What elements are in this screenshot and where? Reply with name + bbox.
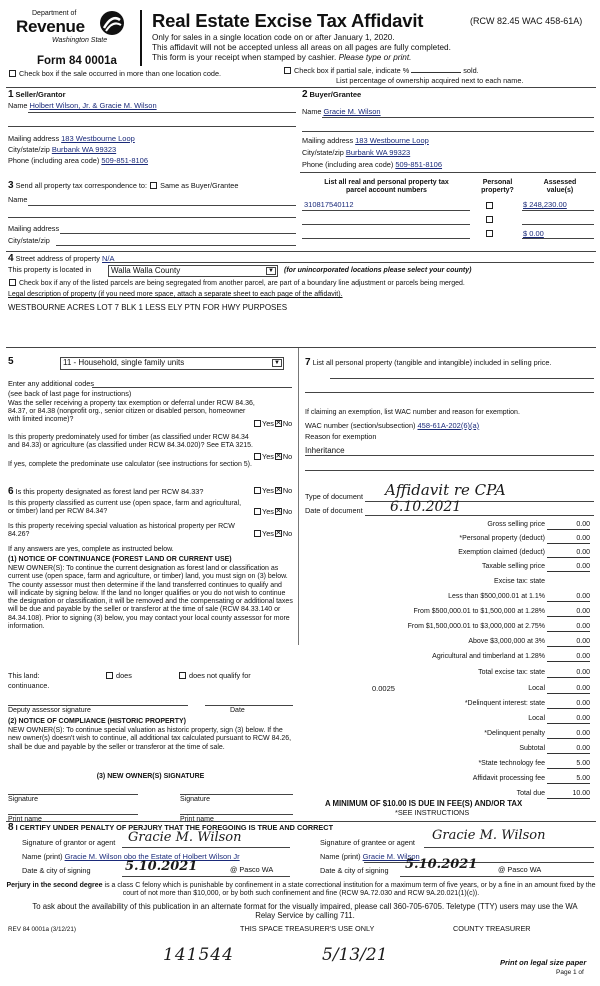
tax-value[interactable]: 0.00 xyxy=(547,638,590,647)
treasurer-use-label: THIS SPACE TREASURER'S USE ONLY xyxy=(240,924,375,933)
tax-value[interactable]: 0.00 xyxy=(547,563,590,572)
does-qualify-checkbox[interactable] xyxy=(106,672,113,679)
owner-signature-label-2: Signature xyxy=(180,796,210,803)
tax-row: Subtotal 0.00 xyxy=(305,745,595,758)
exemption-instructions: If claiming an exemption, list WAC number and reason for exemption. xyxy=(305,409,520,416)
header-note-3b: Please type or print. xyxy=(338,53,412,62)
handwritten-receipt-number: 141544 xyxy=(163,945,234,965)
forest-yes-checkbox[interactable] xyxy=(254,487,261,494)
grantor-date-label: Date & city of signing xyxy=(22,866,91,875)
exemption-question: Was the seller receiving a property tax exemption or deferral under RCW 84.36, 84.37, or 84.38 (nonprofit org., senior citizen or disabled person, homeowner with limited income)? xyxy=(8,400,255,424)
located-in-label: This property is located in xyxy=(8,265,92,274)
tax-row: Local 0.00 xyxy=(305,715,595,728)
sec2-number: 2 xyxy=(302,89,308,100)
partial-percent-field[interactable] xyxy=(411,72,461,73)
dor-logo-icon xyxy=(98,10,126,36)
owner-signature-label-1: Signature xyxy=(8,796,38,803)
sec8-number: 8 xyxy=(8,822,14,833)
tax-value[interactable]: 0.00 xyxy=(547,653,590,662)
historic-yes-label: Yes xyxy=(262,529,274,538)
parcel-col-header: List all real and personal property tax xyxy=(324,179,449,186)
reason-field[interactable]: Inheritance xyxy=(305,446,345,455)
historic-question: Is this property receiving special valuation as historical property per RCW 84.26? xyxy=(8,523,235,539)
same-as-buyer-label: Same as Buyer/Grantee xyxy=(160,181,239,190)
assessed-col-header-2: value(s) xyxy=(546,187,574,195)
sec4-number: 4 xyxy=(8,253,14,264)
unincorporated-note: (for unincorporated locations please select your county) xyxy=(284,267,472,274)
assessed-value-2[interactable]: $ 0.00 xyxy=(523,229,544,238)
see-instructions-note: *SEE INSTRUCTIONS xyxy=(395,808,470,817)
tax-value[interactable]: 5.00 xyxy=(547,775,590,784)
sec3-mail-label: Mailing address xyxy=(8,224,60,233)
tax-row: Exemption claimed (deduct) 0.00 xyxy=(305,549,595,562)
tax-value[interactable]: 0.00 xyxy=(547,521,590,530)
street-address-label: Street address of property xyxy=(15,254,100,263)
continuance-label: continuance. xyxy=(8,681,50,690)
county-treasurer-label: COUNTY TREASURER xyxy=(453,924,531,933)
forest-no-label: No xyxy=(282,486,293,495)
forest-question: Is this property designated as forest land per RCW 84.33? xyxy=(15,487,204,496)
grantee-date-field[interactable]: 5.10.2021 xyxy=(405,857,478,872)
legal-description-value: WESTBOURNE ACRES LOT 7 BLK 1 LESS ELY PTN FOR HWY PURPOSES xyxy=(8,303,288,312)
sec3-city-label: City/state/zip xyxy=(8,236,50,245)
sec6-number: 6 xyxy=(8,486,14,497)
tax-value[interactable]: 0.00 xyxy=(547,715,590,724)
page-title: Real Estate Excise Tax Affidavit xyxy=(152,10,424,31)
assessed-value-1[interactable]: $ 248,230.00 xyxy=(523,200,567,209)
current-use-yes-label: Yes xyxy=(262,507,274,516)
multi-location-label: Check box if the sale occurred in more than one location code. xyxy=(19,69,222,78)
seller-mail-label: Mailing address xyxy=(8,134,60,143)
tax-value[interactable]: 10.00 xyxy=(547,790,590,799)
tax-value[interactable]: 0.00 xyxy=(547,700,590,709)
tax-row: Total due 10.00 xyxy=(305,790,595,803)
sec7-number: 7 xyxy=(305,357,311,368)
buyer-mail-field[interactable]: 183 Westbourne Loop xyxy=(355,136,429,145)
sec5-number: 5 xyxy=(8,356,14,367)
seller-phone-field[interactable]: 509-851-8106 xyxy=(101,156,149,165)
street-address-field[interactable]: N/A xyxy=(102,254,115,263)
buyer-phone-label: Phone (including area code) xyxy=(302,160,394,169)
doc-date-label: Date of document xyxy=(305,506,363,515)
segregate-checkbox[interactable] xyxy=(9,279,16,286)
grantor-name-label: Name (print) xyxy=(22,852,63,861)
tax-value[interactable]: 0.00 xyxy=(547,608,590,617)
buyer-name-field[interactable]: Gracie M. Wilson xyxy=(323,107,381,116)
perjury-label: Perjury in the second degree xyxy=(6,882,103,889)
tax-value[interactable]: 0.00 xyxy=(547,669,590,678)
buyer-city-label: City/state/zip xyxy=(302,148,344,157)
header-note-1: Only for sales in a single location code on or after January 1, 2020. xyxy=(152,33,395,42)
q1-yes-label: Yes xyxy=(262,419,274,428)
partial-sold-label: sold. xyxy=(463,66,479,75)
deputy-assessor-label: Deputy assessor signature xyxy=(8,707,91,714)
wac-label: WAC number (section/subsection) xyxy=(305,421,416,430)
tax-row: Total excise tax: state 0.00 xyxy=(305,669,595,682)
tax-value[interactable]: 0.00 xyxy=(547,745,590,754)
land-use-select[interactable] xyxy=(60,357,284,370)
assessed-col-header: Assessed xyxy=(543,179,577,186)
forest-yes-label: Yes xyxy=(262,486,274,495)
notice-compliance-title: (2) NOTICE OF COMPLIANCE (HISTORIC PROPERTY) xyxy=(8,718,186,725)
q1-no-checkbox[interactable] xyxy=(275,420,282,427)
historic-yes-checkbox[interactable] xyxy=(254,530,261,537)
current-use-question: Is this property classified as current use (open space, farm and agricultural, or timber) land per RCW 84.34? xyxy=(8,500,242,516)
notice-compliance-body: NEW OWNER(S): To continue special valuation as historic property, sign (3) below. If the new owner(s) doesn't wish to continue, all additional tax calculated pursuant to RCW 84.26, shall be due and payable by the seller or transferor at the time of sale. xyxy=(8,727,292,751)
partial-sale-label: Check box if partial sale, indicate % xyxy=(294,66,410,75)
current-use-yes-checkbox[interactable] xyxy=(254,508,261,515)
tax-row: Affidavit processing fee 5.00 xyxy=(305,775,595,788)
historic-no-checkbox[interactable] xyxy=(275,530,282,537)
tax-row: *Personal property (deduct) 0.00 xyxy=(305,535,595,548)
personal-property-checkbox-1[interactable] xyxy=(486,202,493,209)
owner-print-name-label-2: Print name xyxy=(180,816,214,823)
certify-statement: I CERTIFY UNDER PENALTY OF PERJURY THAT THE FOREGOING IS TRUE AND CORRECT xyxy=(15,823,334,832)
additional-codes-note: (see back of last page for instructions) xyxy=(8,389,132,398)
tax-row: *State technology fee 5.00 xyxy=(305,760,595,773)
local-rate: 0.0025 xyxy=(372,684,395,693)
new-owner-signature-title: (3) NEW OWNER(S) SIGNATURE xyxy=(96,773,205,780)
wac-field[interactable]: 458-61A-202(6)(a) xyxy=(417,421,480,430)
sec1-number: 1 xyxy=(8,89,14,100)
same-as-buyer-checkbox[interactable] xyxy=(150,182,157,189)
handwritten-date: 5/13/21 xyxy=(322,945,388,965)
q2-yes-label: Yes xyxy=(262,452,274,461)
legal-description-field[interactable] xyxy=(6,300,596,345)
tax-row: Excise tax: state xyxy=(494,578,545,585)
seller-phone-label: Phone (including area code) xyxy=(8,156,100,165)
historic-no-label: No xyxy=(282,529,293,538)
doc-type-field[interactable]: Affidavit re CPA xyxy=(385,481,506,499)
sec1-title: Seller/Grantor xyxy=(15,90,66,99)
legal-size-note: Print on legal size paper xyxy=(500,958,587,967)
form-number: Form 84 0001a xyxy=(37,55,117,67)
current-use-no-label: No xyxy=(282,507,293,516)
reason-label: Reason for exemption xyxy=(305,432,377,441)
notice-continuance-body: NEW OWNER(S): To continue the current designation as forest land or classification as current use (open space, farm and agriculture, or timber) land, you must sign on (3) below. The county assessor must then determine if the land transferred continues to qualify and will indicate by signing below. If the land no longer qualifies or you do not wish to continue the designation or classification, it will be removed and the compensating or additional taxes will be due and payable by the seller or transferor at the time of sale (RCW 84.33.140 or 84.34.108). Prior to signing (3) below, you may contact your local county assessor for more information. xyxy=(8,565,293,630)
sec2-title: Buyer/Grantee xyxy=(309,90,362,99)
dept-big: Revenue xyxy=(16,17,85,36)
additional-codes-label: Enter any additional codes xyxy=(8,379,94,388)
seller-city-label: City/state/zip xyxy=(8,145,50,154)
segregate-label: Check box if any of the listed parcels are being segregated from another parcel, are part of a boundary line adjustment or parcels being merged. xyxy=(18,280,465,287)
doc-date-field[interactable]: 6.10.2021 xyxy=(390,499,462,515)
form-revision: REV 84 0001a (3/12/21) xyxy=(8,926,76,933)
header-note-2: This affidavit will not be accepted unless all areas on all pages are fully completed. xyxy=(152,43,451,52)
forest-no-checkbox[interactable] xyxy=(275,487,282,494)
perjury-text: is a class C felony which is punishable by confinement in a state correctional institution for a maximum term of five years, or by a fine in an amount fixed by the court of not more than $10,000, or by both such confinement and fine (RCW 9A.72.030 and RCW 9A.20.021(1)(c)). xyxy=(104,882,596,898)
personal-col-header-2: property? xyxy=(481,187,514,195)
seller-city-field[interactable]: Burbank WA 99323 xyxy=(51,145,117,154)
grantor-date-field[interactable]: 5.10.2021 xyxy=(125,859,198,874)
tax-row: From $500,000.01 to $1,500,000 at 1.28% 0.00 xyxy=(305,608,595,621)
doc-type-label: Type of document xyxy=(305,492,364,501)
grantee-date-label: Date & city of signing xyxy=(320,866,389,875)
answers-yes-note: If any answers are yes, complete as instructed below. xyxy=(8,546,174,553)
buyer-phone-field[interactable]: 509-851-8106 xyxy=(395,160,443,169)
q1-yes-checkbox[interactable] xyxy=(254,420,261,427)
tax-row: Above $3,000,000 at 3% 0.00 xyxy=(305,638,595,651)
page-number: Page 1 of xyxy=(556,969,584,976)
tax-row: From $1,500,000.01 to $3,000,000 at 2.75% 0.00 xyxy=(305,623,595,636)
legal-description-label: Legal description of property (if you need more space, attach a separate sheet to each page of the affidavit). xyxy=(8,291,343,298)
land-use-select-value: 11 - Household, single family units xyxy=(63,358,185,367)
grantor-signature[interactable]: Gracie M. Wilson xyxy=(128,830,242,845)
buyer-name-label: Name xyxy=(302,107,322,116)
q1-no-label: No xyxy=(282,419,293,428)
minimum-due-note: A MINIMUM OF $10.00 IS DUE IN FEE(S) AND/OR TAX xyxy=(325,799,523,808)
parcel-number-1[interactable]: 310817540112 xyxy=(304,200,354,209)
personal-col-header: Personal xyxy=(482,179,513,186)
tax-value[interactable]: 0.00 xyxy=(547,593,590,602)
tax-value[interactable]: 0.00 xyxy=(547,685,590,694)
grantor-name-field[interactable]: Gracie M. Wilson obo the Estate of Holbert Wilson Jr xyxy=(64,852,240,861)
sec3-name-label: Name xyxy=(8,195,28,204)
timber-question-note: If yes, complete the predominate use calculator (see instructions for section 5). xyxy=(8,461,252,468)
current-use-no-checkbox[interactable] xyxy=(275,508,282,515)
tax-row: Agricultural and timberland at 1.28% 0.00 xyxy=(305,653,595,666)
personal-property-checkbox-2[interactable] xyxy=(486,216,493,223)
q2-yes-checkbox[interactable] xyxy=(254,453,261,460)
multi-location-checkbox[interactable] xyxy=(9,70,16,77)
partial-sale-checkbox[interactable] xyxy=(284,67,291,74)
grantee-name-label: Name (print) xyxy=(320,852,361,861)
buyer-city-field[interactable]: Burbank WA 99323 xyxy=(345,148,411,157)
tax-value[interactable]: 0.00 xyxy=(547,730,590,739)
owner-print-name-label-1: Print name xyxy=(8,816,42,823)
county-select-value: Walla Walla County xyxy=(111,266,181,275)
seller-name-label: Name xyxy=(8,101,28,110)
tax-row: Less than $500,000.01 at 1.1% 0.00 xyxy=(305,593,595,606)
seller-mail-field[interactable]: 183 Westbourne Loop xyxy=(61,134,135,143)
notice-continuance-title: (1) NOTICE OF CONTINUANCE (FOREST LAND OR CURRENT USE) xyxy=(8,556,232,563)
grantor-city-field[interactable]: @ Pasco WA xyxy=(230,865,274,874)
accessibility-note: To ask about the availability of this publication in an alternate format for the visually impaired, please call 360-705-6705. Teletype (TTY) users may use the WA Relay Service by calling 711. xyxy=(32,902,578,921)
grantee-signature[interactable]: Gracie M. Wilson xyxy=(432,828,546,843)
does-not-label: does not qualify for xyxy=(189,671,251,680)
grantee-name-field[interactable]: Gracie M. Wilson xyxy=(362,852,420,861)
tax-row: Taxable selling price 0.00 xyxy=(305,563,595,576)
tax-row: Gross selling price 0.00 xyxy=(305,521,595,534)
send-correspondence-label: Send all property tax correspondence to: xyxy=(15,181,148,190)
tax-value[interactable]: 5.00 xyxy=(547,760,590,769)
chevron-down-icon[interactable]: ▼ xyxy=(272,359,282,367)
deputy-date-label: Date xyxy=(230,707,245,714)
personal-property-label: List all personal property (tangible and intangible) included in selling price. xyxy=(312,358,552,367)
this-land-label: This land: xyxy=(8,671,40,680)
county-select[interactable] xyxy=(108,265,278,277)
seller-name-field[interactable]: Holbert Wilson, Jr. & Gracie M. Wilson xyxy=(29,101,157,110)
tax-row: Local 0.00 xyxy=(305,685,595,698)
dor-logo xyxy=(10,8,128,54)
grantor-signature-label: Signature of grantor or agent xyxy=(22,838,116,847)
q2-no-label: No xyxy=(282,452,293,461)
dept-small: Department of xyxy=(32,10,77,17)
dept-state: Washington State xyxy=(52,37,108,44)
buyer-mail-label: Mailing address xyxy=(302,136,354,145)
q2-no-checkbox[interactable] xyxy=(275,453,282,460)
tax-row: *Delinquent interest: state 0.00 xyxy=(305,700,595,713)
header-note-3: This form is your receipt when stamped by cashier. xyxy=(152,53,337,62)
tax-value[interactable]: 0.00 xyxy=(547,623,590,632)
chevron-down-icon[interactable]: ▼ xyxy=(266,267,276,275)
grantee-signature-label: Signature of grantee or agent xyxy=(320,838,415,847)
does-not-qualify-checkbox[interactable] xyxy=(179,672,186,679)
tax-value[interactable]: 0.00 xyxy=(547,549,590,558)
partial-note: List percentage of ownership acquired next to each name. xyxy=(336,76,524,85)
parcel-col-header-2: parcel account numbers xyxy=(346,187,427,195)
timber-question: Is this property predominately used for timber (as classified under RCW 84.34 and 84.33) or agriculture (as classified under RCW 84.34.020)? See ETA 3215. xyxy=(8,434,254,450)
grantee-city-field[interactable]: @ Pasco WA xyxy=(498,865,542,874)
tax-value[interactable]: 0.00 xyxy=(547,535,590,544)
sec3-number: 3 xyxy=(8,180,14,191)
personal-property-checkbox-3[interactable] xyxy=(486,230,493,237)
rcw-reference: (RCW 82.45 WAC 458-61A) xyxy=(470,16,583,26)
tax-row: *Delinquent penalty 0.00 xyxy=(305,730,595,743)
does-label: does xyxy=(116,671,132,680)
